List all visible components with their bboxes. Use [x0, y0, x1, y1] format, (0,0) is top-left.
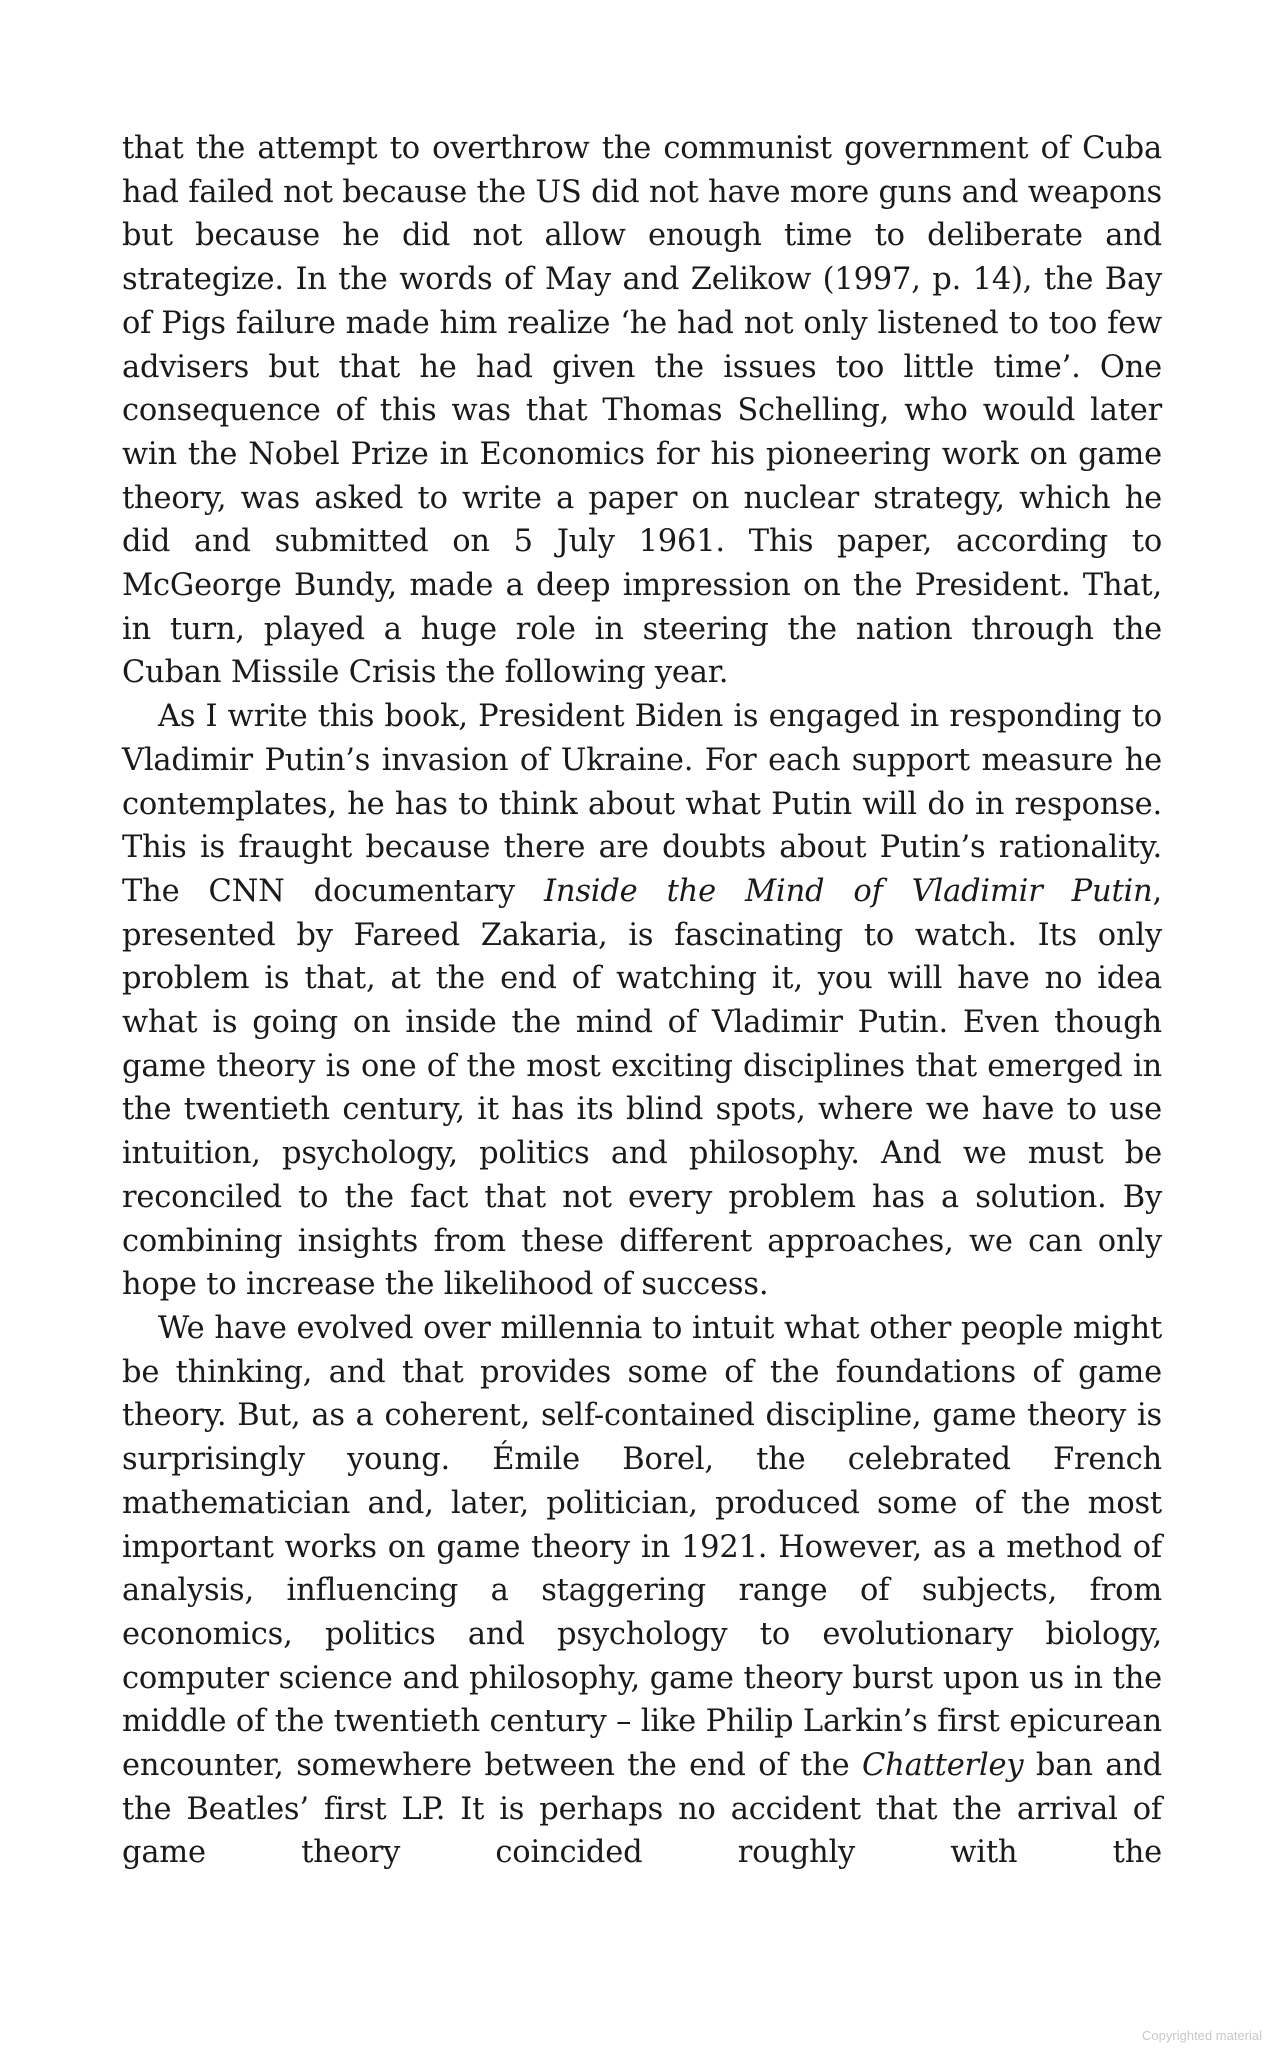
paragraph-3-text-end: ban and the Beatles’ first LP. It is perhaps no accident that the arrival of game theory coincided roughly with the: [122, 1748, 1162, 1871]
paragraph-2: [122, 695, 1162, 1307]
body-text: [122, 127, 1162, 1875]
paragraph-2-text-start: As I write this book, President Biden is engaged in responding to Vladimir Putin’s invasion of Ukraine. For each support measure he contemplates, he has to think about what Putin will do in response. This is fraught because there are doubts about Putin’s rationality. The CNN documentary: [122, 699, 1162, 909]
paragraph-1: [122, 127, 1162, 695]
paragraph-2-text-end: , presented by Fareed Zakaria, is fascinating to watch. Its only problem is that, at the end of watching it, you will have no idea what is going on inside the mind of Vladimir Putin. Even though game theory is one of the most exciting disciplines that emerged in the twentieth century, it has its blind spots, where we have to use intuition, psychology, politics and philosophy. And we must be reconciled to the fact that not every problem has a solution. By combining insights from these different approaches, we can only hope to increase the likelihood of success.: [122, 873, 1163, 1303]
paragraph-3: [122, 1307, 1162, 1875]
chatterley-title: Chatterley: [862, 1748, 1024, 1784]
paragraph-1-text: that the attempt to overthrow the communist government of Cuba had failed not because the US did not have more guns and weapons but because he did not allow enough time to deliberate and strategize. In the words of May and Zelikow (1997, p. 14), the Bay of Pigs failure made him realize ‘he had not only listened to too few advisers but that he had given the issues too little time’. One consequence of this was that Thomas Schelling, who would later win the Nobel Prize in Economics for his pioneering work on game theory, was asked to write a paper on nuclear strategy, which he did and submitted on 5 July 1961. This paper, according to McGeorge Bundy, made a deep impression on the President. That, in turn, played a huge role in steering the nation through the Cuban Missile Crisis the following year.: [122, 131, 1162, 691]
copyright-notice: Copyrighted material: [1142, 2028, 1262, 2043]
paragraph-3-text-start: We have evolved over millennia to intuit what other people might be thinking, and that provides some of the foundations of game theory. But, as a coherent, self-contained discipline, game theory is surprisingly young. Émile Borel, the celebrated French mathematician and, later, politician, produced some of the most important works on game theory in 1921. However, as a method of analysis, influencing a staggering range of subjects, from economics, politics and psychology to evolutionary biology, computer science and philosophy, game theory burst upon us in the middle of the twentieth century – like Philip Larkin’s first epicurean encounter, somewhere between the end of the: [122, 1310, 1162, 1784]
documentary-title: Inside the Mind of Vladimir Putin: [544, 873, 1153, 909]
